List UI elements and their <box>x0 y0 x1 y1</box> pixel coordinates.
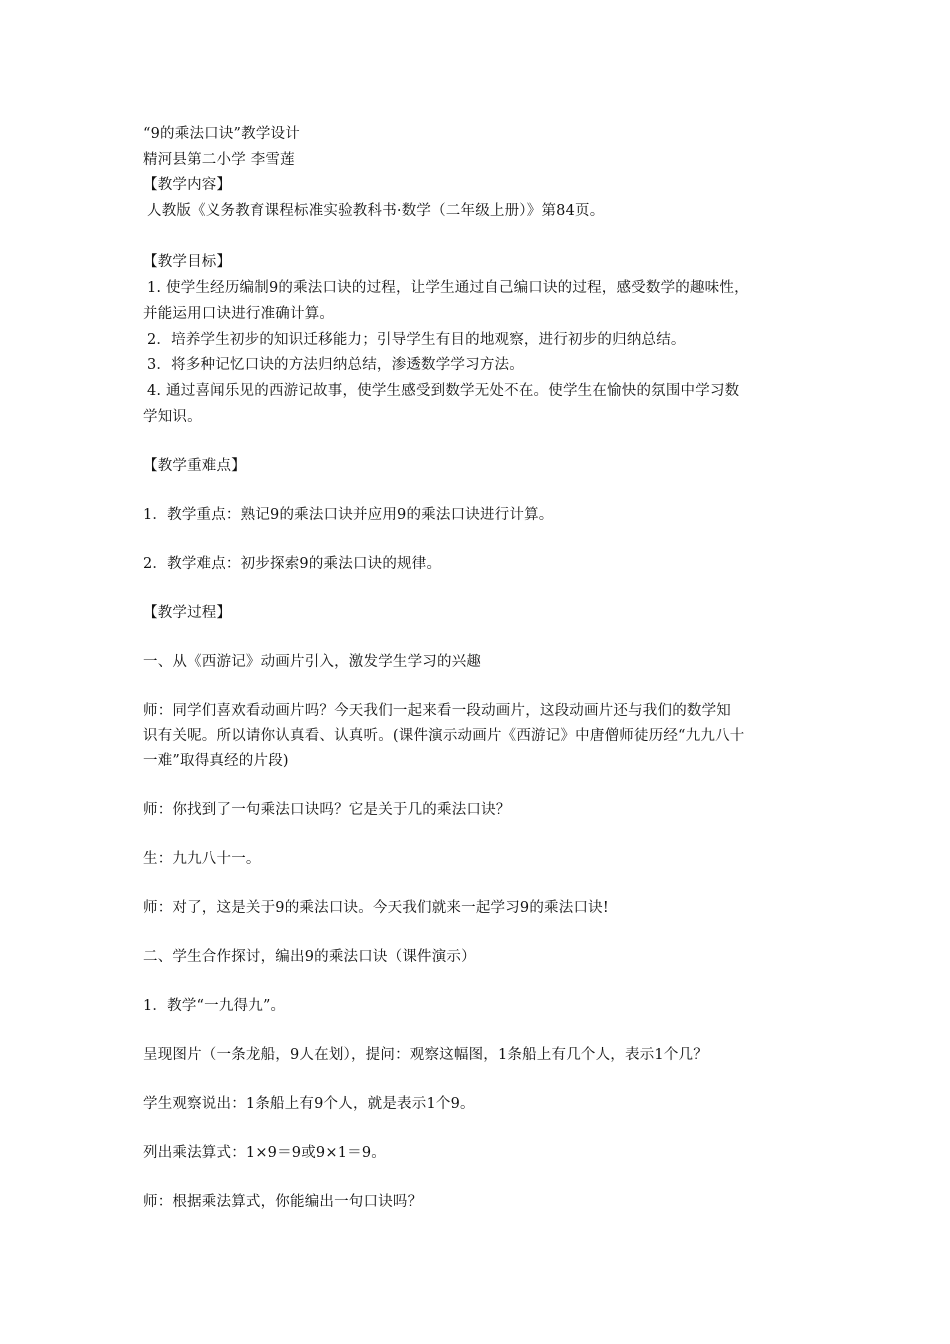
goal-4-line-1: 4. 通过喜闻乐见的西游记故事，使学生感受到数学无处不在。使学生在愉快的氛围中学习数 <box>147 383 740 399</box>
goal-2: 2．培养学生初步的知识迁移能力；引导学生有目的地观察，进行初步的归纳总结。 <box>147 332 686 348</box>
document-title: “9的乘法口诀”教学设计 <box>143 126 300 142</box>
goal-1-line-1: 1. 使学生经历编制9的乘法口诀的过程，让学生通过自己编口诀的过程，感受数学的趣味性， <box>147 280 749 296</box>
process-para-2-line-1: 师：同学们喜欢看动画片吗？今天我们一起来看一段动画片，这段动画片还与我们的数学知 <box>143 703 731 719</box>
process-section-2: 二、学生合作探讨，编出9的乘法口诀（课件演示） <box>143 949 476 965</box>
heading-content: 【教学内容】 <box>143 177 232 193</box>
heading-process: 【教学过程】 <box>143 605 232 621</box>
process-para-9: 学生观察说出：1条船上有9个人，就是表示1个9。 <box>143 1096 475 1112</box>
process-para-2-line-3: 一难”取得真经的片段) <box>143 753 289 769</box>
process-para-8: 呈现图片（一条龙船，9人在划），提问：观察这幅图，1条船上有几个人，表示1个几？ <box>143 1047 708 1063</box>
goal-3: 3．将多种记忆口诀的方法归纳总结，渗透数学学习方法。 <box>147 357 524 373</box>
goal-1-line-2: 并能运用口诀进行准确计算。 <box>143 306 335 322</box>
process-para-5: 师：对了，这是关于9的乘法口诀。今天我们就来一起学习9的乘法口诀! <box>143 900 609 916</box>
key-point-1: 1．教学重点：熟记9的乘法口诀并应用9的乘法口诀进行计算。 <box>143 507 554 523</box>
process-para-7: 1．教学“一九得九”。 <box>143 998 286 1014</box>
process-para-2-line-2: 识有关呢。所以请你认真看、认真听。(课件演示动画片《西游记》中唐僧师徒历经“九九八十 <box>143 728 745 744</box>
process-section-1: 一、从《西游记》动画片引入，激发学生学习的兴趣 <box>143 654 482 670</box>
process-para-4: 生：九九八十一。 <box>143 851 261 867</box>
goal-4-line-2: 学知识。 <box>143 409 202 425</box>
author-line: 精河县第二小学 李雪莲 <box>143 152 295 168</box>
process-para-11: 师：根据乘法算式，你能编出一句口诀吗？ <box>143 1194 423 1210</box>
process-para-3: 师：你找到了一句乘法口诀吗？它是关于几的乘法口诀？ <box>143 802 511 818</box>
heading-goals: 【教学目标】 <box>143 254 232 270</box>
content-text: 人教版《义务教育课程标准实验教科书·数学（二年级上册）》第84页。 <box>147 203 605 219</box>
key-point-2: 2．教学难点：初步探索9的乘法口诀的规律。 <box>143 556 442 572</box>
heading-key-points: 【教学重难点】 <box>143 458 246 474</box>
process-para-10: 列出乘法算式：1×9＝9或9×1＝9。 <box>143 1145 386 1161</box>
